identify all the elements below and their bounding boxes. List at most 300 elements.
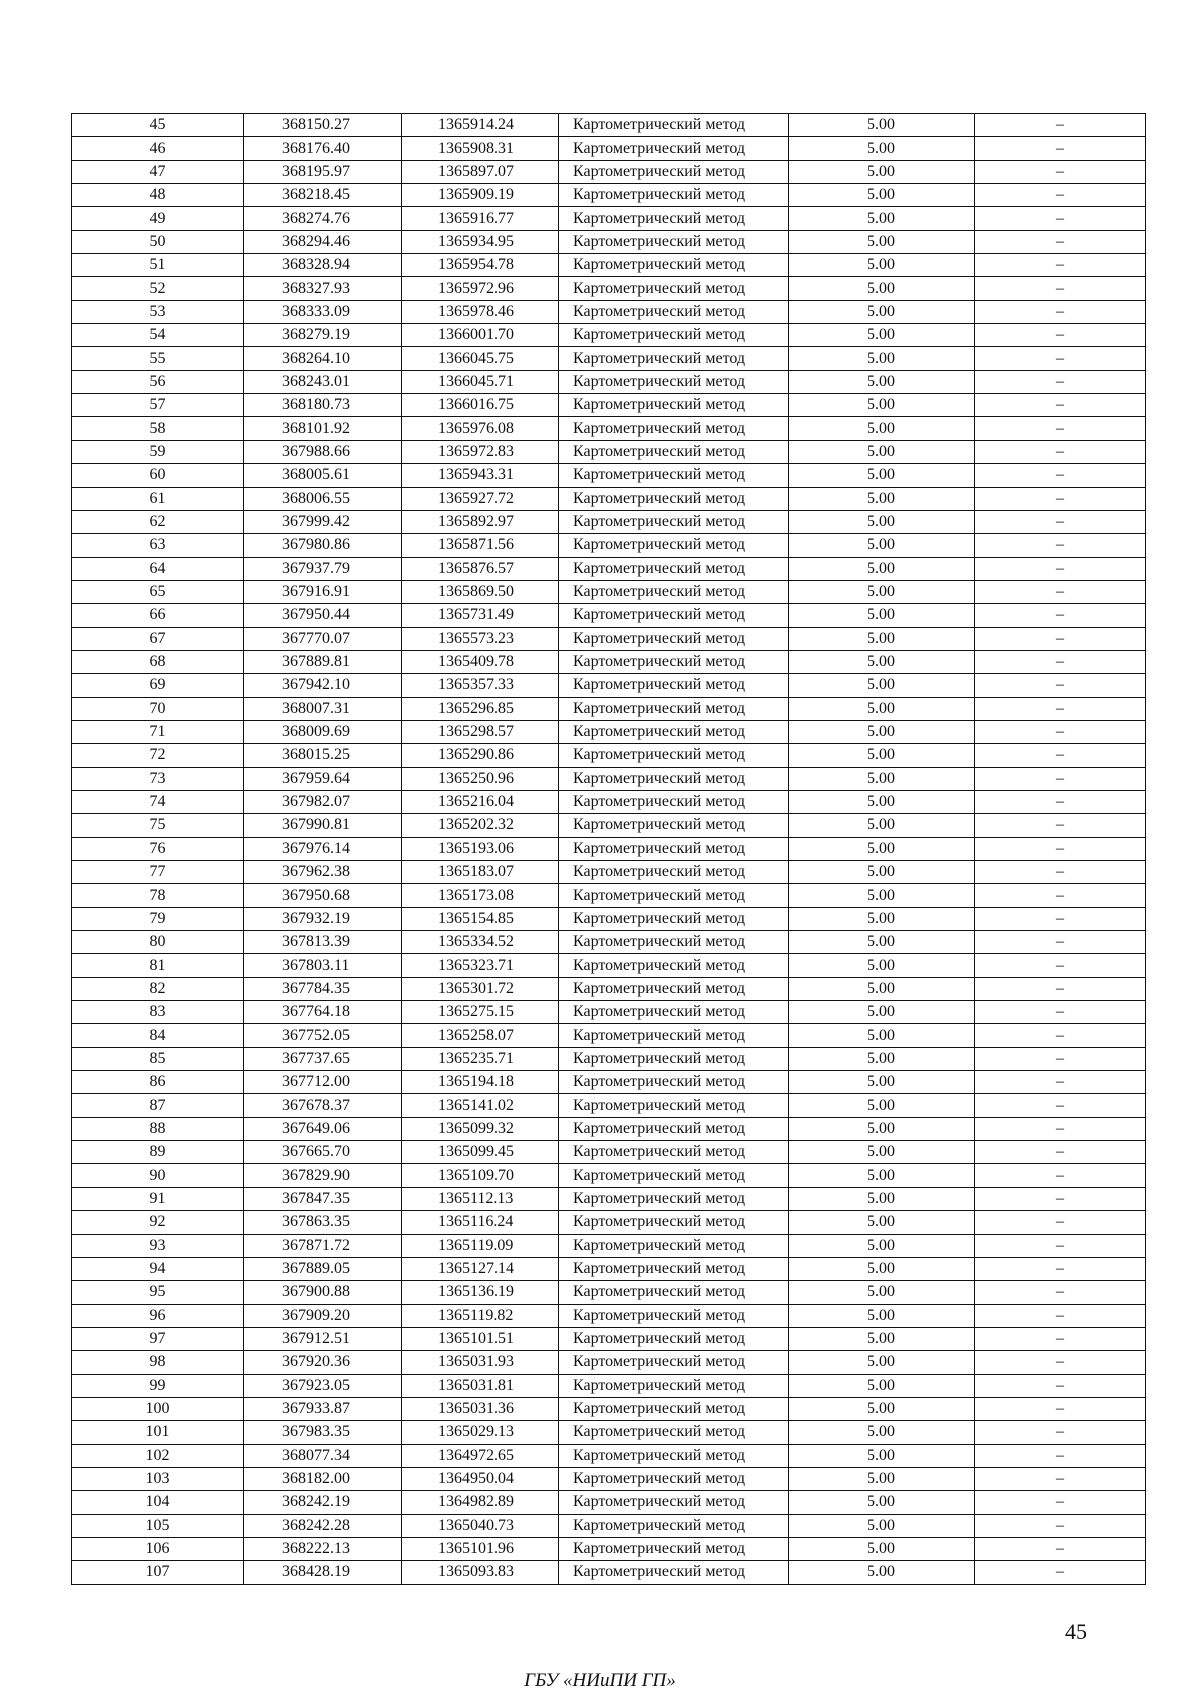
point-number-cell: 61 <box>72 487 244 510</box>
point-number-cell: 48 <box>72 184 244 207</box>
accuracy-cell: 5.00 <box>789 300 975 323</box>
y-coordinate-cell: 1365357.33 <box>402 674 559 697</box>
point-number-cell: 83 <box>72 1001 244 1024</box>
method-cell: Картометрический метод <box>559 1117 789 1140</box>
dash-cell: – <box>975 1351 1146 1374</box>
y-coordinate-cell: 1365099.45 <box>402 1141 559 1164</box>
table-row <box>72 1327 1146 1350</box>
method-cell: Картометрический метод <box>559 487 789 510</box>
table-row <box>72 254 1146 277</box>
table-row <box>72 230 1146 253</box>
accuracy-cell: 5.00 <box>789 1187 975 1210</box>
table-row <box>72 884 1146 907</box>
point-number-cell: 95 <box>72 1281 244 1304</box>
y-coordinate-cell: 1365136.19 <box>402 1281 559 1304</box>
dash-cell: – <box>975 697 1146 720</box>
table-row <box>72 1537 1146 1560</box>
y-coordinate-cell: 1365154.85 <box>402 907 559 930</box>
method-cell: Картометрический метод <box>559 1071 789 1094</box>
dash-cell: – <box>975 1514 1146 1537</box>
dash-cell: – <box>975 1491 1146 1514</box>
x-coordinate-cell: 368242.19 <box>244 1491 402 1514</box>
accuracy-cell: 5.00 <box>789 510 975 533</box>
accuracy-cell: 5.00 <box>789 1397 975 1420</box>
y-coordinate-cell: 1365101.51 <box>402 1327 559 1350</box>
point-number-cell: 56 <box>72 370 244 393</box>
y-coordinate-cell: 1365323.71 <box>402 954 559 977</box>
y-coordinate-cell: 1365908.31 <box>402 137 559 160</box>
method-cell: Картометрический метод <box>559 1234 789 1257</box>
x-coordinate-cell: 367959.64 <box>244 767 402 790</box>
x-coordinate-cell: 367983.35 <box>244 1421 402 1444</box>
point-number-cell: 62 <box>72 510 244 533</box>
y-coordinate-cell: 1365116.24 <box>402 1211 559 1234</box>
method-cell: Картометрический метод <box>559 1537 789 1560</box>
x-coordinate-cell: 368218.45 <box>244 184 402 207</box>
point-number-cell: 53 <box>72 300 244 323</box>
method-cell: Картометрический метод <box>559 1094 789 1117</box>
table-row <box>72 277 1146 300</box>
accuracy-cell: 5.00 <box>789 1117 975 1140</box>
accuracy-cell: 5.00 <box>789 557 975 580</box>
x-coordinate-cell: 367942.10 <box>244 674 402 697</box>
point-number-cell: 78 <box>72 884 244 907</box>
method-cell: Картометрический метод <box>559 1211 789 1234</box>
method-cell: Картометрический метод <box>559 1467 789 1490</box>
dash-cell: – <box>975 277 1146 300</box>
table-row <box>72 487 1146 510</box>
dash-cell: – <box>975 534 1146 557</box>
point-number-cell: 103 <box>72 1467 244 1490</box>
table-row <box>72 1397 1146 1420</box>
page-footer: ГБУ «НИиПИ ГП» <box>524 1670 676 1691</box>
dash-cell: – <box>975 674 1146 697</box>
accuracy-cell: 5.00 <box>789 1257 975 1280</box>
accuracy-cell: 5.00 <box>789 650 975 673</box>
method-cell: Картометрический метод <box>559 370 789 393</box>
method-cell: Картометрический метод <box>559 137 789 160</box>
x-coordinate-cell: 367665.70 <box>244 1141 402 1164</box>
accuracy-cell: 5.00 <box>789 417 975 440</box>
table-row <box>72 1234 1146 1257</box>
method-cell: Картометрический метод <box>559 1281 789 1304</box>
x-coordinate-cell: 368274.76 <box>244 207 402 230</box>
point-number-cell: 45 <box>72 114 244 137</box>
dash-cell: – <box>975 1537 1146 1560</box>
x-coordinate-cell: 367889.81 <box>244 650 402 673</box>
y-coordinate-cell: 1365876.57 <box>402 557 559 580</box>
y-coordinate-cell: 1365914.24 <box>402 114 559 137</box>
table-row <box>72 324 1146 347</box>
table-row <box>72 1467 1146 1490</box>
dash-cell: – <box>975 1397 1146 1420</box>
accuracy-cell: 5.00 <box>789 254 975 277</box>
table-row <box>72 160 1146 183</box>
accuracy-cell: 5.00 <box>789 1001 975 1024</box>
x-coordinate-cell: 368182.00 <box>244 1467 402 1490</box>
accuracy-cell: 5.00 <box>789 1561 975 1584</box>
accuracy-cell: 5.00 <box>789 324 975 347</box>
x-coordinate-cell: 368101.92 <box>244 417 402 440</box>
y-coordinate-cell: 1365275.15 <box>402 1001 559 1024</box>
accuracy-cell: 5.00 <box>789 907 975 930</box>
x-coordinate-cell: 367803.11 <box>244 954 402 977</box>
point-number-cell: 69 <box>72 674 244 697</box>
accuracy-cell: 5.00 <box>789 954 975 977</box>
point-number-cell: 55 <box>72 347 244 370</box>
x-coordinate-cell: 368264.10 <box>244 347 402 370</box>
point-number-cell: 64 <box>72 557 244 580</box>
method-cell: Картометрический метод <box>559 1141 789 1164</box>
coordinates-table <box>71 113 1146 1585</box>
dash-cell: – <box>975 1141 1146 1164</box>
point-number-cell: 52 <box>72 277 244 300</box>
table-row <box>72 1281 1146 1304</box>
accuracy-cell: 5.00 <box>789 1164 975 1187</box>
x-coordinate-cell: 368328.94 <box>244 254 402 277</box>
x-coordinate-cell: 367950.44 <box>244 604 402 627</box>
dash-cell: – <box>975 720 1146 743</box>
table-row <box>72 814 1146 837</box>
x-coordinate-cell: 367770.07 <box>244 627 402 650</box>
x-coordinate-cell: 368077.34 <box>244 1444 402 1467</box>
table-row <box>72 977 1146 1000</box>
dash-cell: – <box>975 627 1146 650</box>
x-coordinate-cell: 367937.79 <box>244 557 402 580</box>
dash-cell: – <box>975 907 1146 930</box>
accuracy-cell: 5.00 <box>789 1047 975 1070</box>
method-cell: Картометрический метод <box>559 1001 789 1024</box>
table-row <box>72 1164 1146 1187</box>
table-row <box>72 1491 1146 1514</box>
method-cell: Картометрический метод <box>559 1561 789 1584</box>
y-coordinate-cell: 1364982.89 <box>402 1491 559 1514</box>
table-row <box>72 370 1146 393</box>
y-coordinate-cell: 1365173.08 <box>402 884 559 907</box>
x-coordinate-cell: 367829.90 <box>244 1164 402 1187</box>
x-coordinate-cell: 368150.27 <box>244 114 402 137</box>
point-number-cell: 67 <box>72 627 244 650</box>
point-number-cell: 58 <box>72 417 244 440</box>
table-row <box>72 184 1146 207</box>
accuracy-cell: 5.00 <box>789 1211 975 1234</box>
accuracy-cell: 5.00 <box>789 184 975 207</box>
method-cell: Картометрический метод <box>559 184 789 207</box>
dash-cell: – <box>975 767 1146 790</box>
point-number-cell: 93 <box>72 1234 244 1257</box>
table-row <box>72 1211 1146 1234</box>
table-row <box>72 417 1146 440</box>
x-coordinate-cell: 368279.19 <box>244 324 402 347</box>
x-coordinate-cell: 367909.20 <box>244 1304 402 1327</box>
table-row <box>72 720 1146 743</box>
dash-cell: – <box>975 931 1146 954</box>
dash-cell: – <box>975 184 1146 207</box>
point-number-cell: 76 <box>72 837 244 860</box>
accuracy-cell: 5.00 <box>789 440 975 463</box>
x-coordinate-cell: 367784.35 <box>244 977 402 1000</box>
x-coordinate-cell: 367871.72 <box>244 1234 402 1257</box>
accuracy-cell: 5.00 <box>789 814 975 837</box>
dash-cell: – <box>975 604 1146 627</box>
point-number-cell: 94 <box>72 1257 244 1280</box>
dash-cell: – <box>975 370 1146 393</box>
table-row <box>72 1141 1146 1164</box>
x-coordinate-cell: 368222.13 <box>244 1537 402 1560</box>
x-coordinate-cell: 368242.28 <box>244 1514 402 1537</box>
point-number-cell: 75 <box>72 814 244 837</box>
y-coordinate-cell: 1365127.14 <box>402 1257 559 1280</box>
dash-cell: – <box>975 1094 1146 1117</box>
y-coordinate-cell: 1365183.07 <box>402 861 559 884</box>
x-coordinate-cell: 368195.97 <box>244 160 402 183</box>
table-row <box>72 954 1146 977</box>
y-coordinate-cell: 1365258.07 <box>402 1024 559 1047</box>
point-number-cell: 92 <box>72 1211 244 1234</box>
dash-cell: – <box>975 347 1146 370</box>
y-coordinate-cell: 1365290.86 <box>402 744 559 767</box>
table-row <box>72 1094 1146 1117</box>
accuracy-cell: 5.00 <box>789 1491 975 1514</box>
accuracy-cell: 5.00 <box>789 790 975 813</box>
accuracy-cell: 5.00 <box>789 1071 975 1094</box>
table-row <box>72 580 1146 603</box>
point-number-cell: 71 <box>72 720 244 743</box>
x-coordinate-cell: 368009.69 <box>244 720 402 743</box>
accuracy-cell: 5.00 <box>789 744 975 767</box>
accuracy-cell: 5.00 <box>789 1327 975 1350</box>
x-coordinate-cell: 367988.66 <box>244 440 402 463</box>
coordinates-table-body <box>72 114 1146 1585</box>
dash-cell: – <box>975 1374 1146 1397</box>
dash-cell: – <box>975 1164 1146 1187</box>
accuracy-cell: 5.00 <box>789 1514 975 1537</box>
point-number-cell: 81 <box>72 954 244 977</box>
table-row <box>72 790 1146 813</box>
method-cell: Картометрический метод <box>559 160 789 183</box>
accuracy-cell: 5.00 <box>789 114 975 137</box>
accuracy-cell: 5.00 <box>789 207 975 230</box>
dash-cell: – <box>975 114 1146 137</box>
method-cell: Картометрический метод <box>559 207 789 230</box>
dash-cell: – <box>975 1071 1146 1094</box>
y-coordinate-cell: 1364972.65 <box>402 1444 559 1467</box>
x-coordinate-cell: 367932.19 <box>244 907 402 930</box>
table-row <box>72 1514 1146 1537</box>
dash-cell: – <box>975 417 1146 440</box>
table-row <box>72 137 1146 160</box>
x-coordinate-cell: 368007.31 <box>244 697 402 720</box>
point-number-cell: 79 <box>72 907 244 930</box>
accuracy-cell: 5.00 <box>789 370 975 393</box>
dash-cell: – <box>975 1304 1146 1327</box>
y-coordinate-cell: 1365101.96 <box>402 1537 559 1560</box>
dash-cell: – <box>975 1444 1146 1467</box>
x-coordinate-cell: 367649.06 <box>244 1117 402 1140</box>
table-row <box>72 347 1146 370</box>
point-number-cell: 70 <box>72 697 244 720</box>
x-coordinate-cell: 367962.38 <box>244 861 402 884</box>
table-row <box>72 697 1146 720</box>
y-coordinate-cell: 1365119.82 <box>402 1304 559 1327</box>
accuracy-cell: 5.00 <box>789 837 975 860</box>
accuracy-cell: 5.00 <box>789 1304 975 1327</box>
y-coordinate-cell: 1365093.83 <box>402 1561 559 1584</box>
y-coordinate-cell: 1366001.70 <box>402 324 559 347</box>
accuracy-cell: 5.00 <box>789 1444 975 1467</box>
dash-cell: – <box>975 487 1146 510</box>
point-number-cell: 104 <box>72 1491 244 1514</box>
method-cell: Картометрический метод <box>559 954 789 977</box>
x-coordinate-cell: 368180.73 <box>244 394 402 417</box>
dash-cell: – <box>975 207 1146 230</box>
table-row <box>72 1257 1146 1280</box>
x-coordinate-cell: 368006.55 <box>244 487 402 510</box>
x-coordinate-cell: 367999.42 <box>244 510 402 533</box>
method-cell: Картометрический метод <box>559 1164 789 1187</box>
y-coordinate-cell: 1365927.72 <box>402 487 559 510</box>
y-coordinate-cell: 1365954.78 <box>402 254 559 277</box>
table-row <box>72 861 1146 884</box>
dash-cell: – <box>975 464 1146 487</box>
x-coordinate-cell: 368327.93 <box>244 277 402 300</box>
method-cell: Картометрический метод <box>559 1327 789 1350</box>
method-cell: Картометрический метод <box>559 324 789 347</box>
dash-cell: – <box>975 1187 1146 1210</box>
accuracy-cell: 5.00 <box>789 580 975 603</box>
point-number-cell: 46 <box>72 137 244 160</box>
y-coordinate-cell: 1365916.77 <box>402 207 559 230</box>
point-number-cell: 90 <box>72 1164 244 1187</box>
dash-cell: – <box>975 1117 1146 1140</box>
method-cell: Картометрический метод <box>559 1047 789 1070</box>
method-cell: Картометрический метод <box>559 1187 789 1210</box>
dash-cell: – <box>975 557 1146 580</box>
x-coordinate-cell: 367980.86 <box>244 534 402 557</box>
accuracy-cell: 5.00 <box>789 347 975 370</box>
point-number-cell: 72 <box>72 744 244 767</box>
y-coordinate-cell: 1365897.07 <box>402 160 559 183</box>
method-cell: Картометрический метод <box>559 464 789 487</box>
table-row <box>72 534 1146 557</box>
accuracy-cell: 5.00 <box>789 977 975 1000</box>
method-cell: Картометрический метод <box>559 1257 789 1280</box>
y-coordinate-cell: 1366045.71 <box>402 370 559 393</box>
method-cell: Картометрический метод <box>559 1421 789 1444</box>
y-coordinate-cell: 1365409.78 <box>402 650 559 673</box>
dash-cell: – <box>975 861 1146 884</box>
dash-cell: – <box>975 510 1146 533</box>
accuracy-cell: 5.00 <box>789 674 975 697</box>
method-cell: Картометрический метод <box>559 744 789 767</box>
dash-cell: – <box>975 1467 1146 1490</box>
method-cell: Картометрический метод <box>559 1397 789 1420</box>
dash-cell: – <box>975 954 1146 977</box>
dash-cell: – <box>975 394 1146 417</box>
x-coordinate-cell: 367920.36 <box>244 1351 402 1374</box>
point-number-cell: 97 <box>72 1327 244 1350</box>
dash-cell: – <box>975 440 1146 463</box>
method-cell: Картометрический метод <box>559 440 789 463</box>
point-number-cell: 91 <box>72 1187 244 1210</box>
x-coordinate-cell: 367764.18 <box>244 1001 402 1024</box>
accuracy-cell: 5.00 <box>789 861 975 884</box>
point-number-cell: 51 <box>72 254 244 277</box>
point-number-cell: 88 <box>72 1117 244 1140</box>
dash-cell: – <box>975 744 1146 767</box>
dash-cell: – <box>975 1024 1146 1047</box>
dash-cell: – <box>975 650 1146 673</box>
accuracy-cell: 5.00 <box>789 1537 975 1560</box>
y-coordinate-cell: 1365934.95 <box>402 230 559 253</box>
dash-cell: – <box>975 790 1146 813</box>
method-cell: Картометрический метод <box>559 300 789 323</box>
x-coordinate-cell: 367752.05 <box>244 1024 402 1047</box>
point-number-cell: 47 <box>72 160 244 183</box>
point-number-cell: 102 <box>72 1444 244 1467</box>
table-row <box>72 1421 1146 1444</box>
table-row <box>72 440 1146 463</box>
method-cell: Картометрический метод <box>559 1491 789 1514</box>
point-number-cell: 63 <box>72 534 244 557</box>
dash-cell: – <box>975 1421 1146 1444</box>
accuracy-cell: 5.00 <box>789 767 975 790</box>
x-coordinate-cell: 367916.91 <box>244 580 402 603</box>
accuracy-cell: 5.00 <box>789 931 975 954</box>
y-coordinate-cell: 1365731.49 <box>402 604 559 627</box>
accuracy-cell: 5.00 <box>789 487 975 510</box>
y-coordinate-cell: 1365869.50 <box>402 580 559 603</box>
table-row <box>72 907 1146 930</box>
y-coordinate-cell: 1365943.31 <box>402 464 559 487</box>
table-row <box>72 1304 1146 1327</box>
dash-cell: – <box>975 137 1146 160</box>
method-cell: Картометрический метод <box>559 114 789 137</box>
point-number-cell: 99 <box>72 1374 244 1397</box>
y-coordinate-cell: 1365202.32 <box>402 814 559 837</box>
table-row <box>72 837 1146 860</box>
x-coordinate-cell: 368005.61 <box>244 464 402 487</box>
accuracy-cell: 5.00 <box>789 1094 975 1117</box>
method-cell: Картометрический метод <box>559 1351 789 1374</box>
table-row <box>72 1001 1146 1024</box>
method-cell: Картометрический метод <box>559 884 789 907</box>
x-coordinate-cell: 368294.46 <box>244 230 402 253</box>
method-cell: Картометрический метод <box>559 254 789 277</box>
point-number-cell: 73 <box>72 767 244 790</box>
method-cell: Картометрический метод <box>559 627 789 650</box>
accuracy-cell: 5.00 <box>789 137 975 160</box>
table-row <box>72 1024 1146 1047</box>
y-coordinate-cell: 1365112.13 <box>402 1187 559 1210</box>
x-coordinate-cell: 367976.14 <box>244 837 402 860</box>
y-coordinate-cell: 1365976.08 <box>402 417 559 440</box>
accuracy-cell: 5.00 <box>789 1374 975 1397</box>
method-cell: Картометрический метод <box>559 1514 789 1537</box>
point-number-cell: 82 <box>72 977 244 1000</box>
page-number: 45 <box>1065 1619 1087 1644</box>
method-cell: Картометрический метод <box>559 720 789 743</box>
table-row <box>72 394 1146 417</box>
x-coordinate-cell: 367912.51 <box>244 1327 402 1350</box>
accuracy-cell: 5.00 <box>789 230 975 253</box>
dash-cell: – <box>975 1327 1146 1350</box>
table-row <box>72 767 1146 790</box>
y-coordinate-cell: 1365909.19 <box>402 184 559 207</box>
x-coordinate-cell: 368015.25 <box>244 744 402 767</box>
accuracy-cell: 5.00 <box>789 1281 975 1304</box>
table-row <box>72 604 1146 627</box>
